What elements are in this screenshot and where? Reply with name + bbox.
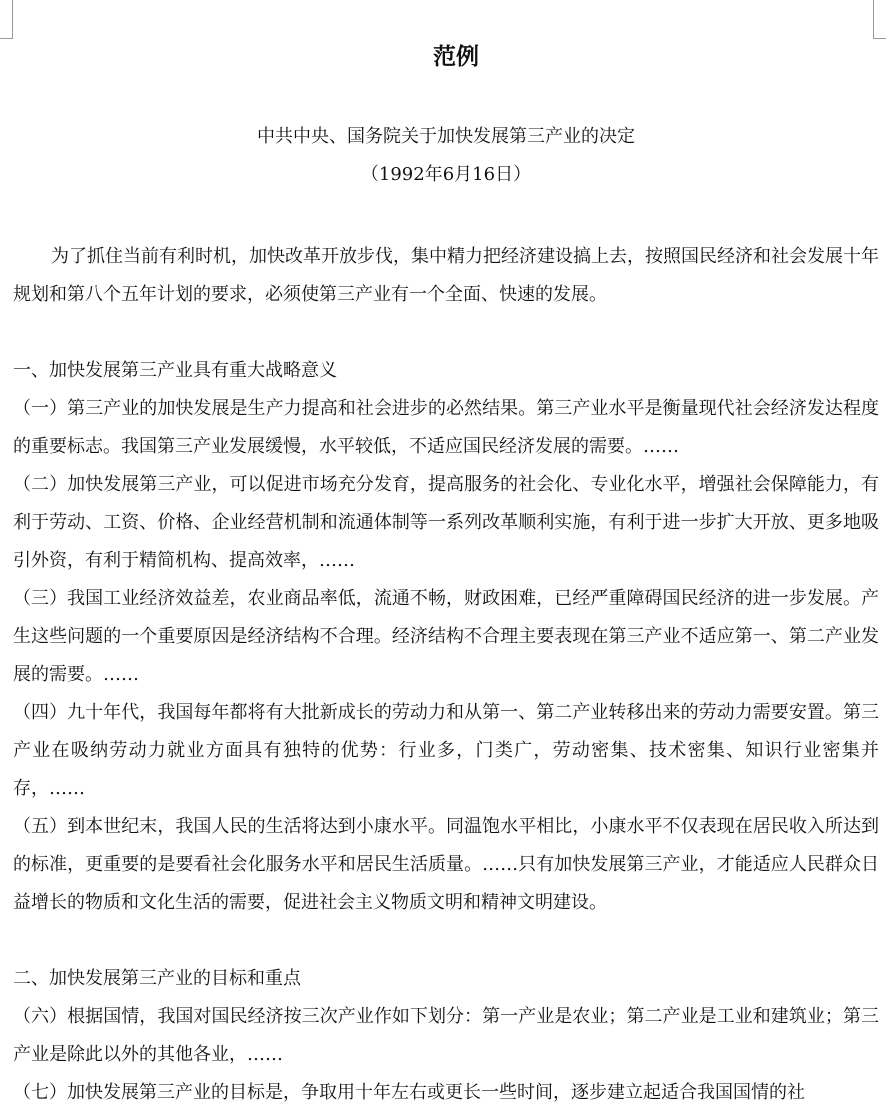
paragraph-1: （一）第三产业的加快发展是生产力提高和社会进步的必然结果。第三产业水平是衡量现代社会经济发达程度的重要标志。我国第三产业发展缓慢，水平较低，不适应国民经济发展的需要。…… — [13, 398, 879, 457]
document-title: 范例 — [433, 44, 479, 70]
section-heading: 一、加快发展第三产业具有重大战略意义 — [13, 360, 337, 381]
section-2 — [13, 960, 879, 1112]
paragraph-6: （六）根据国情，我国对国民经济按三次产业作如下划分：第一产业是农业；第二产业是工业和建筑业；第三产业是除此以外的其他各业，…… — [13, 1006, 879, 1065]
paragraph-4: （四）九十年代，我国每年都将有大批新成长的劳动力和从第一、第二产业转移出来的劳动力需要安置。第三产业在吸纳劳动力就业方面具有独特的优势：行业多，门类广，劳动密集、技术密集、知识行业密集并存，…… — [13, 702, 879, 799]
section-1 — [13, 352, 879, 922]
paragraph-2: （二）加快发展第三产业，可以促进市场充分发育，提高服务的社会化、专业化水平，增强社会保障能力，有利于劳动、工资、价格、企业经营机制和流通体制等一系列改革顺利实施，有利于进一步扩大开放、更多地吸引外资，有利于精简机构、提高效率，…… — [13, 474, 879, 571]
page-corner-mark-left — [0, 0, 13, 39]
section-heading: 二、加快发展第三产业的目标和重点 — [13, 968, 301, 989]
paragraph-7: （七）加快发展第三产业的目标是，争取用十年左右或更长一些时间，逐步建立起适合我国国情的社 — [13, 1082, 805, 1103]
paragraph-5: （五）到本世纪末，我国人民的生活将达到小康水平。同温饱水平相比，小康水平不仅表现在居民收入所达到的标准，更重要的是要看社会化服务水平和居民生活质量。……只有加快发展第三产业，才能适应人民群众日益增长的物质和文化生活的需要，促进社会主义物质文明和精神文明建设。 — [13, 816, 879, 913]
document-date: （1992年6月16日） — [360, 164, 532, 185]
intro-paragraph: 为了抓住当前有利时机，加快改革开放步伐，集中精力把经济建设搞上去，按照国民经济和社会发展十年规划和第八个五年计划的要求，必须使第三产业有一个全面、快速的发展。 — [13, 246, 879, 305]
document-page — [13, 0, 879, 1112]
paragraph-3: （三）我国工业经济效益差，农业商品率低，流通不畅，财政困难，已经严重障碍国民经济的进一步发展。产生这些问题的一个重要原因是经济结构不合理。经济结构不合理主要表现在第三产业不适应第一、第二产业发展的需要。…… — [13, 588, 879, 685]
document-subtitle: 中共中央、国务院关于加快发展第三产业的决定 — [257, 126, 635, 147]
